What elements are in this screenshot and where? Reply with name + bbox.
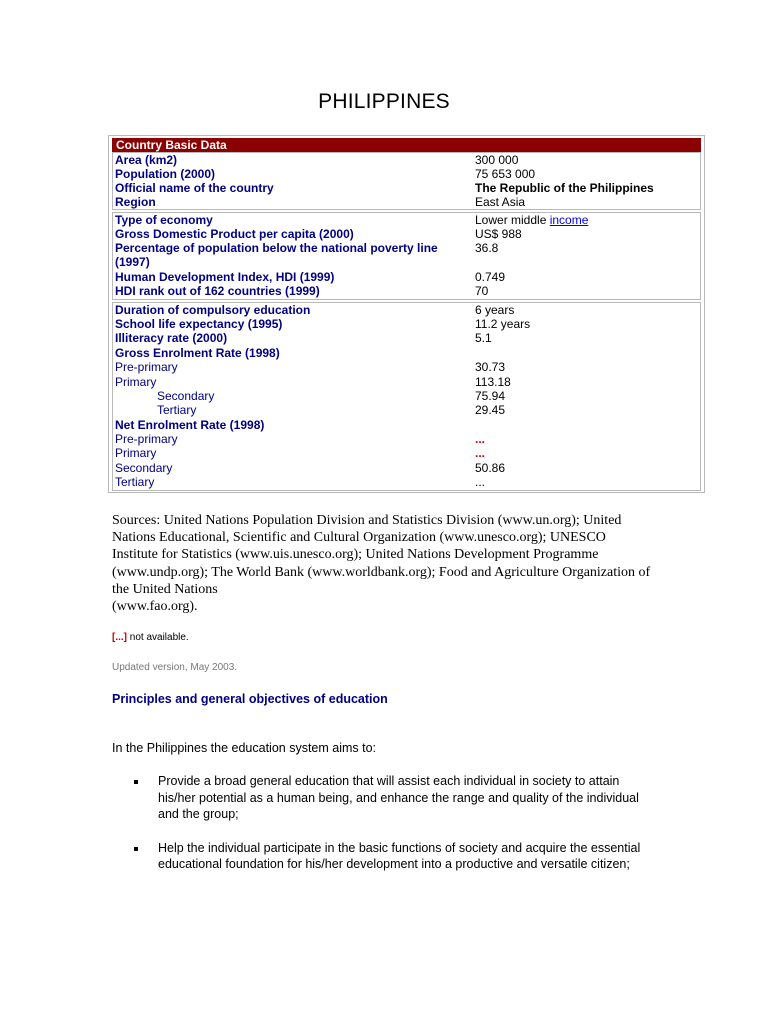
row-value <box>475 213 588 227</box>
value-prefix: Lower middle <box>475 213 550 227</box>
row-label: HDI rank out of 162 countries (1999) <box>115 284 320 298</box>
row-label: Pre-primary <box>115 432 178 446</box>
row-label: Pre-primary <box>115 360 178 374</box>
row-value: 50.86 <box>475 461 506 475</box>
list-item <box>112 840 652 873</box>
row-label: Secondary <box>157 389 215 403</box>
table-group-economy <box>112 212 701 300</box>
table-header: Country Basic Data <box>112 138 701 152</box>
row-label: Tertiary <box>157 403 197 417</box>
row-label: Primary <box>115 446 157 460</box>
row-label: Population (2000) <box>115 167 216 181</box>
list-item-text: Help the individual participate in the basic functions of society and acquire the essential educational foundation for his/her development into a productive and versatile citizen; <box>158 840 641 871</box>
list-item-text: Provide a broad general education that will assist each individual in society to attain his/her potential as a human being, and enhance the range and quality of the individual and the group; <box>158 774 639 821</box>
row-value: 6 years <box>475 303 515 317</box>
not-available-mark: [...] <box>112 632 127 643</box>
section-heading: Principles and general objectives of education <box>112 692 388 706</box>
row-label-continued: (1997) <box>115 255 150 269</box>
page-title: PHILIPPINES <box>318 90 450 113</box>
row-value: 11.2 years <box>475 317 531 331</box>
sources-paragraph <box>112 512 652 615</box>
row-label: Region <box>115 195 156 209</box>
row-value: US$ 988 <box>475 227 522 241</box>
row-value: The Republic of the Philippines <box>475 181 654 195</box>
row-value: 30.73 <box>475 360 506 374</box>
row-label: Area (km2) <box>115 153 178 167</box>
row-value: 29.45 <box>475 403 506 417</box>
updated-note: Updated version, May 2003. <box>112 662 238 673</box>
sources-text: Sources: United Nations Population Division and Statistics Division (www.un.org); United Nations Educational, Scientific and Cultural Organization (www.unesco.org); UNESCO Institute for Statistics (www.uis.unesco.org); United Nations Development Programme (www.undp.org); The World Bank (www.worldbank.org); Food and Agriculture Organization of the United Nations <box>112 513 651 597</box>
list-item <box>112 773 652 823</box>
row-label: Tertiary <box>115 475 155 489</box>
income-link[interactable]: income <box>549 213 589 227</box>
row-label: Percentage of population below the national poverty line <box>115 241 438 255</box>
row-value: East Asia <box>475 195 526 209</box>
row-value: ... <box>475 446 486 460</box>
row-label: Illiteracy rate (2000) <box>115 331 228 345</box>
row-label: Human Development Index, HDI (1999) <box>115 270 335 284</box>
row-value: 75.94 <box>475 389 506 403</box>
row-value: ... <box>475 432 486 446</box>
table-group-education <box>112 302 701 491</box>
row-label: Secondary <box>115 461 173 475</box>
row-value: ... <box>475 475 486 489</box>
not-available-note <box>112 632 189 643</box>
row-value: 5.1 <box>475 331 492 345</box>
not-available-text: not available. <box>127 632 189 643</box>
bullet-icon <box>134 847 138 851</box>
bullet-icon <box>134 780 138 784</box>
row-value: 36.8 <box>475 241 499 255</box>
intro-paragraph: In the Philippines the education system aims to: <box>112 741 377 755</box>
row-value: 0.749 <box>475 270 506 284</box>
country-data-table <box>108 135 705 493</box>
table-group-basic <box>112 152 701 210</box>
row-label: Type of economy <box>115 213 213 227</box>
row-value: 300 000 <box>475 153 519 167</box>
sources-text-last: (www.fao.org). <box>112 599 198 615</box>
objectives-list <box>112 773 652 890</box>
row-label: Official name of the country <box>115 181 274 195</box>
row-label: School life expectancy (1995) <box>115 317 283 331</box>
row-label: Gross Enrolment Rate (1998) <box>115 346 280 360</box>
row-value: 70 <box>475 284 489 298</box>
row-label: Net Enrolment Rate (1998) <box>115 418 265 432</box>
row-value: 113.18 <box>475 375 511 389</box>
row-value: 75 653 000 <box>475 167 536 181</box>
row-label: Duration of compulsory education <box>115 303 311 317</box>
row-label: Gross Domestic Product per capita (2000) <box>115 227 354 241</box>
row-label: Primary <box>115 375 157 389</box>
